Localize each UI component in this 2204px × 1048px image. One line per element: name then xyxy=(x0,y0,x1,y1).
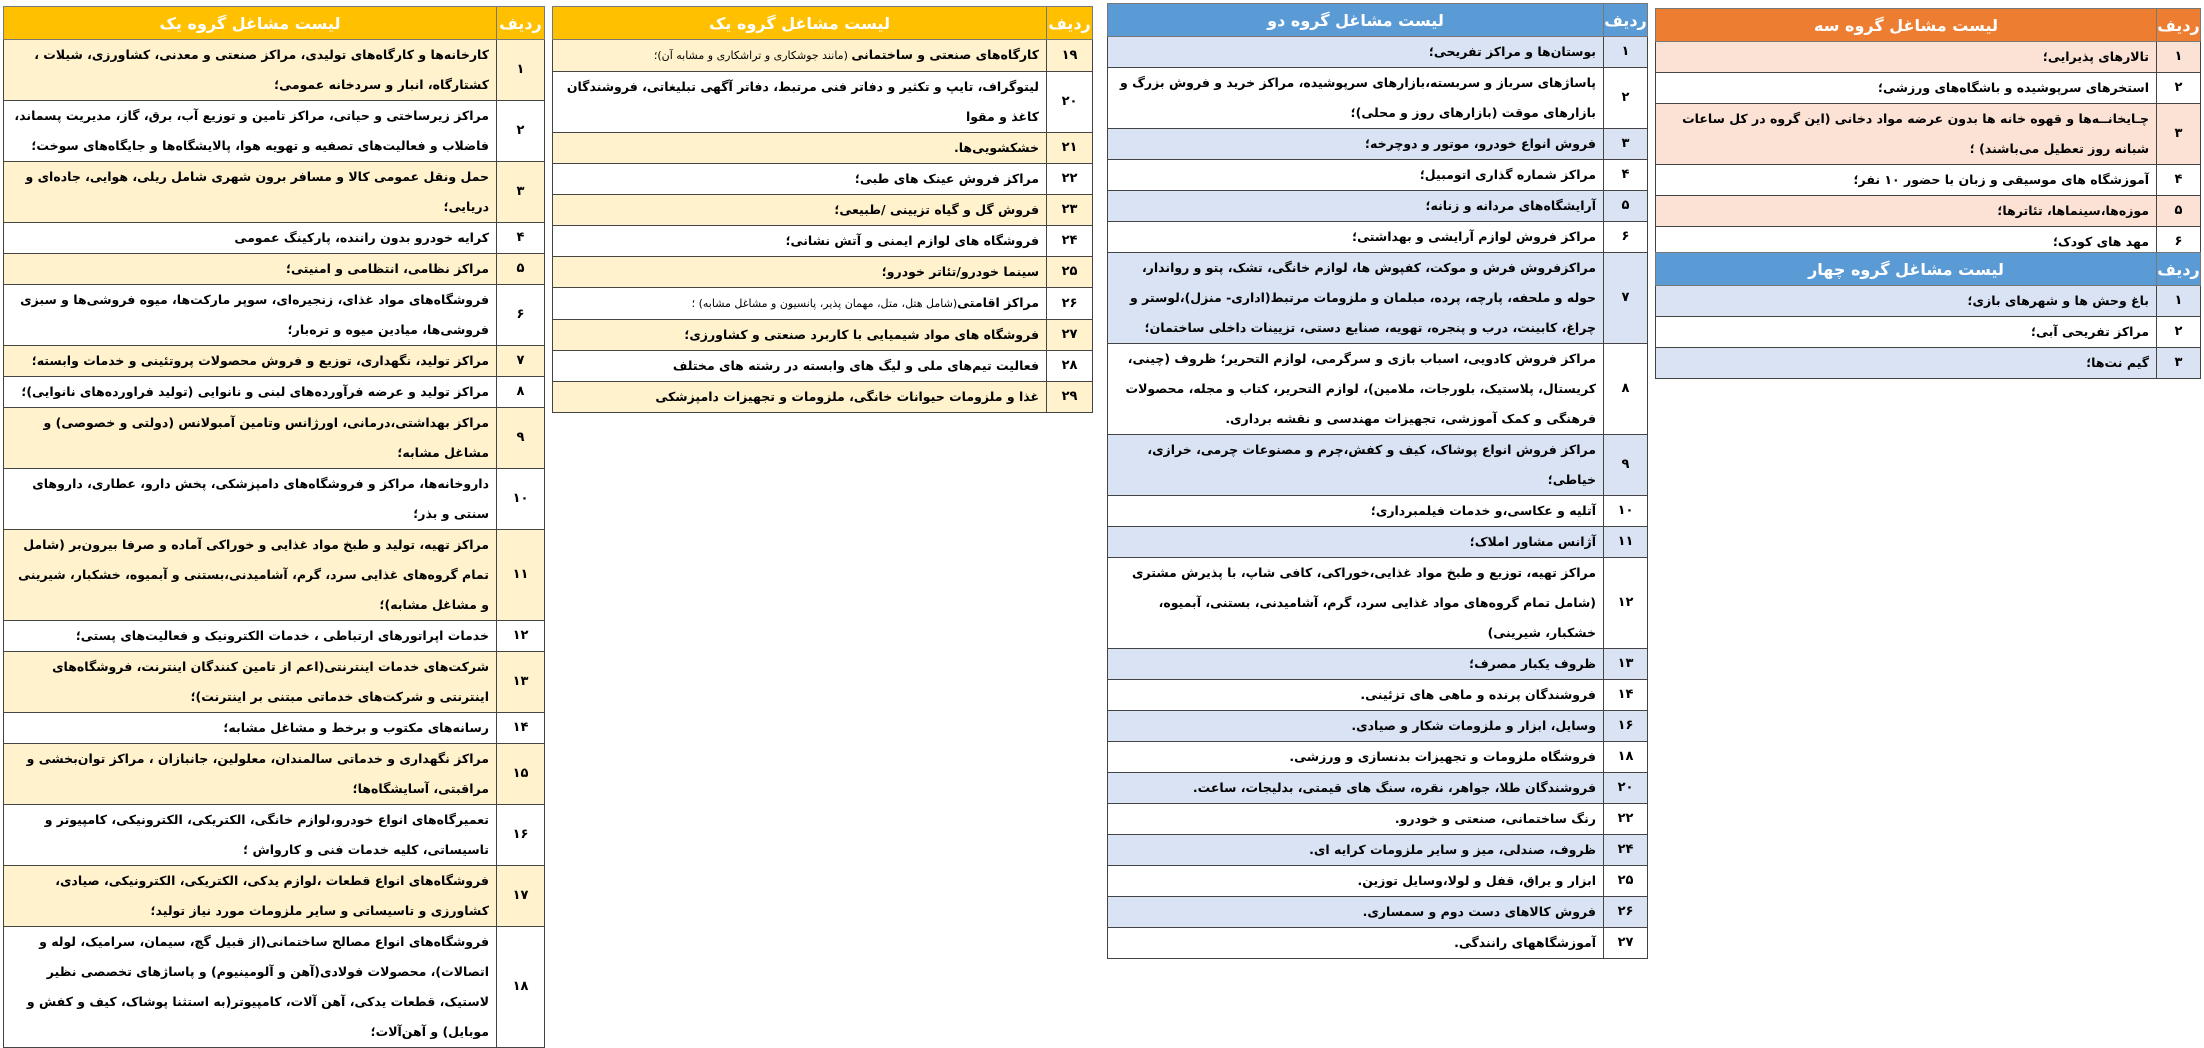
table-title: لیست مشاغل گروه سه xyxy=(1656,9,2157,42)
row-text xyxy=(1108,928,1604,959)
row-text xyxy=(4,469,497,530)
table-row xyxy=(553,133,1093,164)
row-number: ۳ xyxy=(2157,104,2201,165)
row-text xyxy=(553,72,1047,133)
row-number: ۲ xyxy=(1604,68,1648,129)
row-text xyxy=(4,805,497,866)
row-text-main: غذا و ملزومات حیوانات خانگی، ملزومات و تجهیزات دامپزشکی xyxy=(655,389,1039,404)
table-body xyxy=(4,40,545,1048)
table-row xyxy=(1108,435,1648,496)
row-text xyxy=(4,621,497,652)
row-text xyxy=(553,226,1047,257)
row-number: ۵ xyxy=(1604,191,1648,222)
row-text xyxy=(1656,165,2157,196)
row-text xyxy=(1108,160,1604,191)
row-text xyxy=(4,162,497,223)
row-text-main: پاساژهای سرباز و سربسته،بازارهای سرپوشیده، مراکز خرید و فروش بزرگ و بازارهای موقت (بازارهای روز و محلی)؛ xyxy=(1120,75,1596,120)
row-text-main: خدمات اپراتورهای ارتباطی ، خدمات الکترونیک و فعالیت‌های پستی؛ xyxy=(75,628,489,643)
row-text xyxy=(4,713,497,744)
row-number: ۱۸ xyxy=(1604,742,1648,773)
row-text xyxy=(1108,222,1604,253)
table-row xyxy=(1108,773,1648,804)
table-row xyxy=(4,621,545,652)
row-number: ۲ xyxy=(2157,317,2201,348)
row-number: ۲۱ xyxy=(1047,133,1093,164)
row-text-main: کارگاه‌های صنعتی و ساختمانی xyxy=(851,47,1039,62)
row-text xyxy=(1108,527,1604,558)
row-text xyxy=(4,254,497,285)
row-number: ۷ xyxy=(497,346,545,377)
row-text xyxy=(4,927,497,1048)
row-number: ۱۰ xyxy=(497,469,545,530)
row-number: ۲۵ xyxy=(1047,257,1093,288)
row-number: ۸ xyxy=(497,377,545,408)
row-number: ۳ xyxy=(2157,348,2201,379)
table-row xyxy=(1108,160,1648,191)
row-text xyxy=(4,377,497,408)
row-number: ۱۲ xyxy=(1604,558,1648,649)
row-text-main: وسایل، ابزار و ملزومات شکار و صیادی. xyxy=(1351,718,1596,733)
row-text xyxy=(4,652,497,713)
row-number: ۱۹ xyxy=(1047,40,1093,72)
table-row xyxy=(4,377,545,408)
table-body xyxy=(1108,37,1648,959)
row-text-main: چـایخانــه‌ها و قهوه خانه ها بدون عرضه مواد دخانی (این گروه در کل ساعات شبانه روز تعطیل می‌باشند) ؛ xyxy=(1682,111,2149,156)
table-row xyxy=(1656,317,2201,348)
group1-table-a xyxy=(3,6,545,1048)
row-text xyxy=(1656,104,2157,165)
table-row xyxy=(553,195,1093,226)
table-row xyxy=(1108,897,1648,928)
row-text xyxy=(1108,253,1604,344)
row-number: ۶ xyxy=(1604,222,1648,253)
row-text xyxy=(553,351,1047,382)
row-text-main: ظروف یکبار مصرف؛ xyxy=(1469,656,1596,671)
row-text-main: فروشگاه‌های انواع قطعات ،لوازم یدکی، الکتریکی، الکترونیکی، صیادی، کشاورزی و تاسیساتی و سایر ملزومات مورد نیاز تولید؛ xyxy=(55,873,489,918)
row-text-main: داروخانه‌ها، مراکز و فروشگاه‌های دامپزشکی، پخش دارو، عطاری، داروهای سنتی و بذر؛ xyxy=(32,476,489,521)
table-row xyxy=(4,254,545,285)
table-row xyxy=(553,288,1093,320)
row-number: ۲۲ xyxy=(1047,164,1093,195)
row-text xyxy=(1108,37,1604,68)
table-row xyxy=(1656,165,2201,196)
table-row xyxy=(1108,37,1648,68)
table-row xyxy=(4,40,545,101)
table-row xyxy=(1656,73,2201,104)
row-text-note: (مانند جوشکاری و تراشکاری و مشابه آن)؛ xyxy=(653,49,852,62)
row-text xyxy=(1108,680,1604,711)
row-text-main: گیم نت‌ها؛ xyxy=(2086,355,2149,370)
row-text-main: مراکز فروش لوازم آرایشی و بهداشتی؛ xyxy=(1352,229,1596,244)
table-body xyxy=(1656,286,2201,379)
row-text xyxy=(4,40,497,101)
table-title: لیست مشاغل گروه دو xyxy=(1108,4,1604,37)
row-text xyxy=(1108,866,1604,897)
row-number: ۵ xyxy=(2157,196,2201,227)
row-text-main: مراکز تفریحی آبی؛ xyxy=(2031,324,2149,339)
row-text xyxy=(4,744,497,805)
row-number: ۵ xyxy=(497,254,545,285)
table-row xyxy=(4,805,545,866)
row-number: ۲۷ xyxy=(1047,320,1093,351)
row-text xyxy=(553,164,1047,195)
table-row xyxy=(1108,742,1648,773)
row-number: ۱۶ xyxy=(497,805,545,866)
row-text xyxy=(4,530,497,621)
row-number: ۱۲ xyxy=(497,621,545,652)
row-text-main: مراکز تهیه، تولید و طبخ مواد غذایی و خوراکی آماده و صرفا بیرون‌بر (شامل تمام گروه‌های غذایی سرد، گرم، آشامیدنی،بستنی و آبمیوه، خشکبار، شیرینی و مشاغل مشابه)؛ xyxy=(18,537,489,612)
row-number: ۲۹ xyxy=(1047,382,1093,413)
table-row xyxy=(1108,527,1648,558)
row-text xyxy=(4,408,497,469)
row-text-main: مراکزفروش فرش و موکت، کفپوش ها، لوازم خانگی، تشک، پتو و رواندار، حوله و ملحفه، پارچه، پرده، مبلمان و ملزومات مرتبط(اداری- منزل)،لوستر و چراغ، کابینت، درب و پنجره، تهویه، صنایع دستی، تزیینات داخلی ساختمان؛ xyxy=(1130,260,1596,335)
row-text-main: مراکز بهداشتی،درمانی، اورژانس وتامین آمبولانس (دولتی و خصوصی) و مشاغل مشابه؛ xyxy=(43,415,489,460)
row-text xyxy=(1108,435,1604,496)
row-number: ۱ xyxy=(497,40,545,101)
table-row xyxy=(1108,711,1648,742)
row-text-main: آموزشگاه های موسیقی و زبان با حضور ۱۰ نفر؛ xyxy=(1853,172,2149,187)
table-row xyxy=(553,382,1093,413)
table-row xyxy=(4,744,545,805)
table-row xyxy=(553,226,1093,257)
row-text-main: کرایه خودرو بدون راننده، پارکینگ عمومی xyxy=(234,230,489,245)
row-number: ۱ xyxy=(2157,42,2201,73)
row-number: ۱۱ xyxy=(497,530,545,621)
row-number: ۲۲ xyxy=(1604,804,1648,835)
row-number: ۲۶ xyxy=(1047,288,1093,320)
table-row xyxy=(4,285,545,346)
row-text-main: موزه‌ها،سینماها، تئاترها؛ xyxy=(1997,203,2149,218)
row-text xyxy=(553,195,1047,226)
group4-table xyxy=(1655,252,2201,379)
table-row xyxy=(4,469,545,530)
row-text-main: مهد های کودک؛ xyxy=(2052,234,2149,249)
row-text-main: فروشگاه‌های انواع مصالح ساختمانی(از قبیل گچ، سیمان، سرامیک، لوله و اتصالات)، محصولات فولادی(آهن و آلومینیوم) و پاساژهای تخصصی نظیر لاستیک، قطعات یدکی، آهن آلات، کامپیوتر(به استثنا پوشاک، کیف و کفش و موبایل) و آهن‌آلات؛ xyxy=(26,934,489,1039)
row-number: ۱۵ xyxy=(497,744,545,805)
row-text-main: فروشگاه های مواد شیمیایی با کاربرد صنعتی و کشاورزی؛ xyxy=(684,327,1039,342)
row-number: ۲۷ xyxy=(1604,928,1648,959)
row-text xyxy=(553,382,1047,413)
row-text-main: آتلیه و عکاسی،و خدمات فیلمبرداری؛ xyxy=(1370,503,1596,518)
table-title: لیست مشاغل گروه یک xyxy=(553,7,1047,40)
row-text-main: فعالیت تیم‌های ملی و لیگ های وابسته در رشته های مختلف xyxy=(672,358,1039,373)
row-text xyxy=(1108,496,1604,527)
row-number: ۱ xyxy=(1604,37,1648,68)
table-row xyxy=(4,346,545,377)
row-number: ۴ xyxy=(497,223,545,254)
row-text-main: فروشگاه‌های مواد غذای، زنجیره‌ای، سوپر مارکت‌ها، میوه فروشی‌ها و سبزی فروشی‌ها، میادین میوه و تره‌بار؛ xyxy=(20,292,489,337)
row-text xyxy=(1108,68,1604,129)
row-text-main: ظروف، صندلی، میز و سایر ملزومات کرایه ای. xyxy=(1309,842,1596,857)
row-number: ۴ xyxy=(1604,160,1648,191)
row-number: ۲ xyxy=(2157,73,2201,104)
table-row xyxy=(1108,253,1648,344)
table-row xyxy=(1108,222,1648,253)
row-text xyxy=(1108,191,1604,222)
row-number: ۴ xyxy=(2157,165,2201,196)
row-number: ۷ xyxy=(1604,253,1648,344)
group3-table xyxy=(1655,8,2201,258)
table-row xyxy=(4,162,545,223)
row-number: ۱ xyxy=(2157,286,2201,317)
row-number: ۶ xyxy=(2157,227,2201,258)
row-text-main: مراکز فروش انواع پوشاک، کیف و کفش،چرم و مصنوعات چرمی، خرازی، خیاطی؛ xyxy=(1147,442,1596,487)
row-text xyxy=(1108,344,1604,435)
row-text-main: استخرهای سرپوشیده و باشگاه‌های ورزشی؛ xyxy=(1878,80,2149,95)
row-text xyxy=(1108,742,1604,773)
row-text xyxy=(1656,317,2157,348)
row-number: ۲۸ xyxy=(1047,351,1093,382)
row-text-main: مراکز تولید و عرضه فرآورده‌های لبنی و نانوایی (تولید فراورده‌های نانوایی)؛ xyxy=(21,384,489,399)
table-row xyxy=(1108,680,1648,711)
row-text-main: مراکز فروش عینک های طبی؛ xyxy=(854,171,1039,186)
group1-table-b xyxy=(552,6,1093,413)
table-row xyxy=(4,652,545,713)
row-header: ردیف xyxy=(2157,253,2201,286)
table-body xyxy=(553,40,1093,413)
table-row xyxy=(1108,496,1648,527)
row-text xyxy=(1656,42,2157,73)
table-row xyxy=(1108,68,1648,129)
row-text xyxy=(553,133,1047,164)
table-row xyxy=(4,530,545,621)
row-number: ۲۰ xyxy=(1604,773,1648,804)
row-number: ۲۴ xyxy=(1047,226,1093,257)
row-text-main: خشکشویی‌ها. xyxy=(953,140,1039,155)
table-row xyxy=(553,72,1093,133)
row-text xyxy=(1108,649,1604,680)
table-row xyxy=(1108,191,1648,222)
row-number: ۱۳ xyxy=(1604,649,1648,680)
table-row xyxy=(1108,928,1648,959)
row-text-main: مراکز نظامی، انتظامی و امنیتی؛ xyxy=(285,261,489,276)
table-row xyxy=(4,927,545,1048)
row-text xyxy=(4,223,497,254)
row-text xyxy=(4,285,497,346)
row-text-main: فروشندگان پرنده و ماهی های تزئینی. xyxy=(1360,687,1596,702)
row-text-main: فروش کالاهای دست دوم و سمساری. xyxy=(1362,904,1596,919)
row-text-main: تعمیرگاه‌های انواع خودرو،لوازم خانگی، الکتریکی، الکترونیکی، کامپیوتر و تاسیساتی، کلیه خدمات فنی و کارواش ؛ xyxy=(44,812,489,857)
row-text-main: رنگ ساختمانی، صنعتی و خودرو. xyxy=(1394,811,1596,826)
row-text-note: (شامل هتل، متل، مهمان پذیر، پانسیون و مشاغل مشابه) ؛ xyxy=(691,297,958,310)
table-row xyxy=(1108,129,1648,160)
row-number: ۱۱ xyxy=(1604,527,1648,558)
table-row xyxy=(4,866,545,927)
row-number: ۱۳ xyxy=(497,652,545,713)
row-number: ۱۶ xyxy=(1604,711,1648,742)
table-row xyxy=(1656,286,2201,317)
row-text-main: فروش گل و گیاه تزیینی /طبیعی؛ xyxy=(834,202,1039,217)
row-number: ۳ xyxy=(497,162,545,223)
row-text-main: حمل ونقل عمومی کالا و مسافر برون شهری شامل ریلی، هوایی، جاده‌ای و دریایی؛ xyxy=(25,169,489,214)
row-text-main: شرکت‌های خدمات اینترنتی(اعم از تامین کنندگان اینترنت، فروشگاه‌های اینترنتی و شرکت‌های خدماتی مبتنی بر اینترنت)؛ xyxy=(52,659,489,704)
row-text-main: مراکز تولید، نگهداری، توزیع و فروش محصولات پروتئینی و خدمات وابسته؛ xyxy=(31,353,489,368)
table-row xyxy=(4,408,545,469)
row-text-main: فروش انواع خودرو، موتور و دوچرخه؛ xyxy=(1365,136,1596,151)
row-number: ۲۳ xyxy=(1047,195,1093,226)
row-header: ردیف xyxy=(1047,7,1093,40)
row-number: ۲۶ xyxy=(1604,897,1648,928)
row-text xyxy=(1108,129,1604,160)
row-number: ۲ xyxy=(497,101,545,162)
row-number: ۲۵ xyxy=(1604,866,1648,897)
table-row xyxy=(1108,835,1648,866)
row-number: ۱۷ xyxy=(497,866,545,927)
table-row xyxy=(1108,866,1648,897)
row-text-main: مراکز نگهداری و خدماتی سالمندان، معلولین، جانبازان ، مراکز توان‌بخشی و مراقبتی، آسایشگاه‌ها؛ xyxy=(26,751,489,796)
row-text-main: تالارهای پذیرایی؛ xyxy=(2042,49,2149,64)
row-number: ۱۴ xyxy=(497,713,545,744)
row-number: ۱۸ xyxy=(497,927,545,1048)
row-text-main: مراکز اقامتی xyxy=(957,295,1039,310)
row-number: ۹ xyxy=(1604,435,1648,496)
row-text-main: مراکز تهیه، توزیع و طبخ مواد غذایی،خوراکی، کافی شاپ، با پذیرش مشتری (شامل تمام گروه‌های مواد غذایی سرد، گرم، آشامیدنی، بستنی، آبمیوه، خشکبار، شیرینی) xyxy=(1131,565,1596,640)
row-text-main: آژانس مشاور املاک؛ xyxy=(1469,534,1596,549)
row-text xyxy=(4,346,497,377)
row-text xyxy=(553,288,1047,320)
table-row xyxy=(553,40,1093,72)
table-row xyxy=(1108,558,1648,649)
table-title: لیست مشاغل گروه چهار xyxy=(1656,253,2157,286)
table-row xyxy=(553,320,1093,351)
row-text-main: مراکز شماره گذاری اتومبیل؛ xyxy=(1419,167,1596,182)
table-row xyxy=(1656,104,2201,165)
row-text xyxy=(1656,348,2157,379)
table-row xyxy=(1108,804,1648,835)
row-header: ردیف xyxy=(2157,9,2201,42)
table-row xyxy=(4,101,545,162)
table-row xyxy=(1656,348,2201,379)
row-number: ۶ xyxy=(497,285,545,346)
table-row xyxy=(4,713,545,744)
row-number: ۱۴ xyxy=(1604,680,1648,711)
table-row xyxy=(553,164,1093,195)
row-text xyxy=(4,101,497,162)
group2-table xyxy=(1107,3,1648,959)
row-text xyxy=(553,40,1047,72)
row-text-main: بوستان‌ها و مراکز تفریحی؛ xyxy=(1428,44,1596,59)
row-text xyxy=(1108,897,1604,928)
row-number: ۲۴ xyxy=(1604,835,1648,866)
row-text-main: ابزار و یراق، قفل و لولا،وسایل توزین. xyxy=(1357,873,1596,888)
table-row xyxy=(1108,344,1648,435)
row-text xyxy=(1108,773,1604,804)
row-text-main: آموزشگاههای رانندگی. xyxy=(1454,935,1596,950)
row-text xyxy=(553,257,1047,288)
table-row xyxy=(1108,649,1648,680)
table-row xyxy=(553,257,1093,288)
row-text xyxy=(1108,835,1604,866)
row-text-main: فروشندگان طلا، جواهر، نقره، سنگ های قیمتی، بدلیجات، ساعت. xyxy=(1192,780,1596,795)
row-number: ۹ xyxy=(497,408,545,469)
row-text xyxy=(1656,73,2157,104)
row-text-main: آرایشگاه‌های مردانه و زنانه؛ xyxy=(1425,198,1596,213)
row-text-main: فروشگاه های لوازم ایمنی و آتش نشانی؛ xyxy=(785,233,1039,248)
table-row xyxy=(4,223,545,254)
row-number: ۲۰ xyxy=(1047,72,1093,133)
row-text xyxy=(1108,711,1604,742)
row-text-main: سینما خودرو/تئاتر خودرو؛ xyxy=(881,264,1039,279)
row-number: ۳ xyxy=(1604,129,1648,160)
row-text-main: فروشگاه ملزومات و تجهیزات بدنسازی و ورزشی. xyxy=(1289,749,1596,764)
row-text-main: رسانه‌های مکتوب و برخط و مشاغل مشابه؛ xyxy=(223,720,489,735)
row-header: ردیف xyxy=(1604,4,1648,37)
row-text-main: باغ وحش ها و شهرهای بازی؛ xyxy=(1967,293,2149,308)
row-text-main: مراکز فروش کادویی، اسباب بازی و سرگرمی، لوازم التحریر؛ ظروف (چینی، کریستال، پلاستیک، بلورجات، ملامین)، لوازم التحریر، کتاب و مجله، محصولات فرهنگی و کمک آموزشی، تجهیزات مهندسی و نقشه برداری. xyxy=(1125,351,1596,426)
row-text xyxy=(1656,286,2157,317)
row-text-main: مراکز زیرساختی و حیاتی، مراکز تامین و توزیع آب، برق، گاز، مدیریت پسماند، فاضلاب و فعالیت‌های تصفیه و تهویه هوا، پالایشگاه‌ها و جایگاه‌های سوخت؛ xyxy=(14,108,489,153)
row-number: ۸ xyxy=(1604,344,1648,435)
table-row xyxy=(1656,196,2201,227)
row-text-main: کارخانه‌ها و کارگاه‌های تولیدی، مراکز صنعتی و معدنی، کشاورزی، شیلات ، کشتارگاه، انبار و سردخانه عمومی؛ xyxy=(34,47,489,92)
row-header: ردیف xyxy=(497,7,545,40)
row-text xyxy=(1656,196,2157,227)
row-text-main: لیتوگراف، تایپ و تکثیر و دفاتر فنی مرتبط، دفاتر آگهی تبلیغاتی، فروشندگان کاغذ و مقوا xyxy=(566,79,1039,124)
table-row xyxy=(1656,42,2201,73)
row-text xyxy=(1108,558,1604,649)
table-body xyxy=(1656,42,2201,258)
row-text xyxy=(553,320,1047,351)
table-row xyxy=(553,351,1093,382)
table-title: لیست مشاغل گروه یک xyxy=(4,7,497,40)
row-number: ۱۰ xyxy=(1604,496,1648,527)
row-text xyxy=(1108,804,1604,835)
row-text xyxy=(4,866,497,927)
